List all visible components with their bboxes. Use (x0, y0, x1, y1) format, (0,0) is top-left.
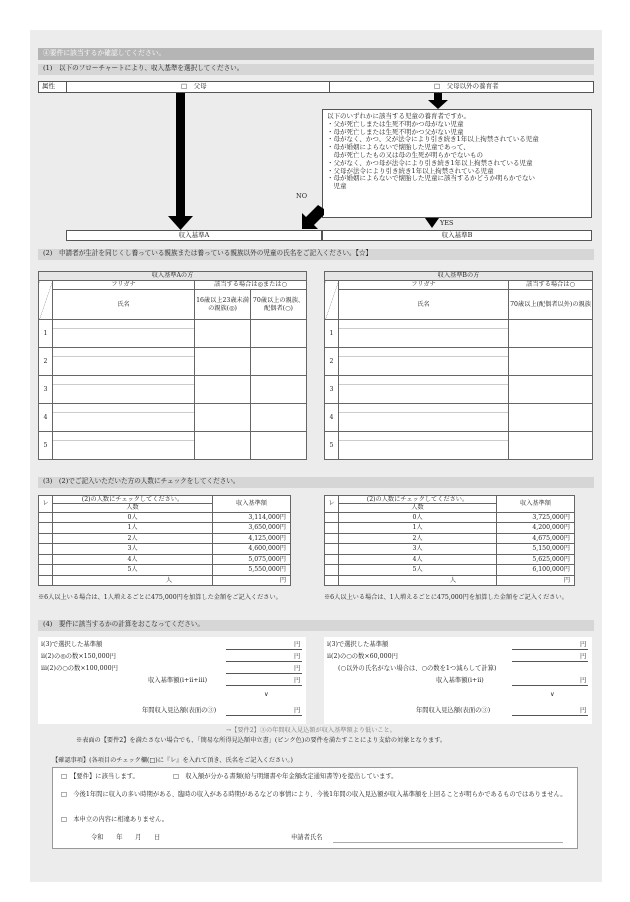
applicant-name-input[interactable] (333, 842, 563, 843)
check-header: レ (325, 496, 339, 513)
conditions-line: 児童 (327, 182, 347, 191)
name-field[interactable] (53, 432, 195, 460)
check-cell[interactable] (251, 376, 307, 404)
amount-cell: 5,625,000円 (497, 554, 575, 565)
calc-input[interactable] (226, 649, 302, 650)
yen-unit: 円 (294, 665, 301, 672)
option-other-guardian-checkbox[interactable]: □ 父母以外の養育者 (434, 82, 499, 90)
check-cell[interactable] (195, 348, 251, 376)
check-cell[interactable] (509, 432, 593, 460)
check-cell[interactable] (325, 554, 339, 565)
section-title: ④要件に該当するか確認してください。 (38, 48, 594, 60)
count-header: (2)の人数にチェックしてください。 (339, 496, 497, 504)
yen-unit: 円 (294, 707, 301, 714)
count-a-note: ※6人以上いる場合は、1人増えるごとに475,000円を加算した金額をご記入ください。 (38, 594, 282, 601)
amount-cell: 3,725,000円 (497, 512, 575, 523)
confirm-title: 【確認事項】(各項目のチェック欄(□)に『レ』を入れて頂き、氏名をご記入ください。) (52, 757, 293, 764)
check-cell[interactable] (39, 544, 53, 555)
arrow-down-yes-icon (425, 218, 439, 228)
row-number: 1 (39, 320, 53, 348)
annual-label: 年間収入見込額(表面の③) (142, 707, 217, 714)
check-cell[interactable] (325, 544, 339, 555)
row-number: 5 (39, 432, 53, 460)
amount-cell: 5,550,000円 (213, 565, 291, 576)
calc-line-label: i(3)で選択した基準額 (41, 641, 103, 648)
check-cell[interactable] (195, 432, 251, 460)
amount-input[interactable]: 円 (497, 575, 575, 586)
col-16-23-header: 16歳以上23歳未満の親族(◎) (195, 290, 251, 320)
name-field[interactable] (53, 348, 195, 376)
people-cell: 0人 (339, 512, 497, 523)
amount-cell: 4,600,000円 (213, 544, 291, 555)
row-number: 4 (325, 404, 339, 432)
result-b: 収入基準B (322, 230, 592, 241)
people-header: 人数 (53, 504, 213, 512)
amount-cell: 4,675,000円 (497, 533, 575, 544)
amount-cell: 4,125,000円 (213, 533, 291, 544)
check-cell[interactable] (509, 348, 593, 376)
conditions-line: 母が死亡したもの又は母の生死が明らかでないもの (327, 150, 483, 159)
arrow-head-icon (168, 216, 193, 230)
question-4: (4) 要件に該当するかの計算をおこなってください。 (38, 620, 594, 631)
row-number: 3 (39, 376, 53, 404)
calc-panel-a (38, 637, 306, 724)
name-field[interactable] (339, 432, 509, 460)
row-number: 4 (39, 404, 53, 432)
amount-cell: 5,150,000円 (497, 544, 575, 555)
count-table-b (324, 495, 575, 586)
name-header: 氏名 (339, 290, 509, 320)
yen-unit: 円 (294, 653, 301, 660)
check-cell[interactable] (509, 376, 593, 404)
people-cell: 2人 (53, 533, 213, 544)
name-field[interactable] (53, 376, 195, 404)
check-cell[interactable] (39, 512, 53, 523)
people-input[interactable]: 人 (339, 575, 497, 586)
name-field[interactable] (339, 376, 509, 404)
annual-input[interactable] (512, 715, 588, 716)
check-cell[interactable] (251, 348, 307, 376)
conditions-line: ・父がなく、かつ母が法令により引き続き1年以上拘禁されている児童 (327, 158, 533, 167)
check-cell[interactable] (251, 432, 307, 460)
amount-cell: 4,200,000円 (497, 523, 575, 534)
col-70-header: 70歳以上の親族、配偶者(○) (251, 290, 307, 320)
row-number: 1 (325, 320, 339, 348)
total-input[interactable] (226, 685, 302, 686)
count-table-a (38, 495, 291, 586)
conditions-line: ・母がなく、かつ、父が法令により引き続き1年以上拘禁されている児童 (327, 135, 539, 144)
row-number: 2 (325, 348, 339, 376)
people-cell: 5人 (53, 565, 213, 576)
applicant-name-label: 申請者氏名 (291, 834, 323, 841)
greater-equal-icon: ∨ (550, 691, 555, 698)
people-cell: 1人 (53, 523, 213, 534)
amount-header: 収入基準額 (497, 496, 575, 513)
check-cell[interactable] (39, 523, 53, 534)
question-2: (2) 申請者が生計を同じくし養っている親族または養っている親族以外の児童の氏名をご記入ください。【☆】 (38, 249, 594, 260)
people-header: 人数 (339, 504, 497, 512)
conditions-line: ・母が婚姻によらないで懐胎した児童であって、 (327, 143, 470, 152)
people-cell: 2人 (339, 533, 497, 544)
row-number: 5 (325, 432, 339, 460)
check-cell[interactable] (195, 404, 251, 432)
check-cell[interactable] (325, 512, 339, 523)
count-b-note: ※6人以上いる場合は、1人増えるごとに475,000円を加算した金額をご記入ください。 (324, 594, 568, 601)
no-label: NO (296, 192, 308, 200)
conditions-line: ・母が婚姻によらないで懐胎した児童に該当するかどうか明らかでない (327, 174, 535, 183)
total-label: 収入基準額(i+ii+iii) (148, 677, 208, 684)
date-field[interactable]: 令和 年 月 日 (91, 834, 161, 841)
name-field[interactable] (339, 404, 509, 432)
yen-unit: 円 (580, 677, 587, 684)
confirm-box (52, 767, 578, 849)
amount-cell: 5,075,000円 (213, 554, 291, 565)
result-a: 収入基準A (66, 230, 322, 241)
calc-input[interactable] (226, 673, 302, 674)
calc-note: (○以外の氏名がない場合は、○の数を1つ減らして計算) (338, 665, 497, 672)
attribute-row (38, 81, 594, 93)
conditions-line: ・父母が法令により引き続き1年以上拘禁されている児童 (327, 166, 494, 175)
check-cell[interactable] (251, 320, 307, 348)
table-b-title: 収入基準Bの方 (325, 272, 593, 281)
furigana-header: フリガナ (53, 281, 195, 290)
check-cell[interactable] (509, 404, 593, 432)
truth-checkbox[interactable]: □ 本申立の内容に相違ありません。 (61, 816, 169, 823)
row-number: 2 (39, 348, 53, 376)
conditions-line: ・父が死亡しまたは生死不明かつ母がない児童 (327, 119, 464, 128)
check-cell[interactable] (195, 376, 251, 404)
name-field[interactable] (339, 348, 509, 376)
check-cell[interactable] (325, 523, 339, 534)
calc-line-label: ii(2)の◎の数×150,000円 (41, 653, 116, 660)
check-cell[interactable] (325, 575, 339, 586)
calc-input[interactable] (512, 649, 588, 650)
annual-input[interactable] (226, 715, 302, 716)
yen-unit: 円 (580, 707, 587, 714)
people-cell: 0人 (53, 512, 213, 523)
check-cell[interactable] (251, 404, 307, 432)
people-input[interactable]: 人 (53, 575, 213, 586)
amount-input[interactable]: 円 (213, 575, 291, 586)
amount-header: 収入基準額 (213, 496, 291, 513)
total-label: 収入基準額(i+ii) (436, 677, 484, 684)
yen-unit: 円 (580, 653, 587, 660)
form-page (30, 30, 602, 882)
calc-panel-b (324, 637, 592, 724)
col-70-header: 70歳以上(配偶者以外)の親族 (509, 290, 593, 320)
applicable-header: 該当する場合は○ (509, 281, 593, 290)
question-1: (1) 以下のフローチャートにより、収入基準を選択してください。 (38, 64, 594, 75)
check-cell[interactable] (325, 565, 339, 576)
check-cell[interactable] (39, 533, 53, 544)
name-field[interactable] (53, 320, 195, 348)
amount-cell: 6,100,000円 (497, 565, 575, 576)
names-table-a (38, 271, 307, 460)
check-cell[interactable] (39, 554, 53, 565)
table-a-title: 収入基準Aの方 (39, 272, 307, 281)
name-field[interactable] (339, 320, 509, 348)
calc-line-label: iii(2)の○の数×100,000円 (41, 665, 118, 672)
check-cell[interactable] (39, 575, 53, 586)
people-cell: 1人 (339, 523, 497, 534)
yen-unit: 円 (294, 677, 301, 684)
names-table-b (324, 271, 593, 460)
calc-line-label: ii(2)の○の数×60,000円 (327, 653, 398, 660)
yes-label: YES (440, 219, 454, 227)
annual-label: 年間収入見込額(表面の③) (416, 707, 491, 714)
requirement-checkbox[interactable]: □ 【要件】に該当します。 (61, 773, 139, 780)
check-cell[interactable] (195, 320, 251, 348)
people-cell: 4人 (53, 554, 213, 565)
people-cell: 3人 (53, 544, 213, 555)
check-header: レ (39, 496, 53, 513)
requirement-note: →【要件2】③の年間収入見込額が収入基準額より低いこと。 (226, 727, 396, 734)
check-cell[interactable] (325, 533, 339, 544)
supplement-note: ※表面の【要件2】を満たさない場合でも、「簡易な所得見込額申立書」(ピンク色)の要件を満たすことにより支給の対象となります。 (76, 737, 447, 744)
name-header: 氏名 (53, 290, 195, 320)
check-cell[interactable] (39, 565, 53, 576)
row-number: 3 (325, 376, 339, 404)
count-header: (2)の人数にチェックしてください。 (53, 496, 213, 504)
question-3: (3) (2)でご記入いただいた方の人数にチェックをしてください。 (38, 477, 594, 488)
arrow-down-icon (176, 93, 185, 217)
greater-equal-icon: ∨ (264, 691, 269, 698)
calc-line-label: i(3)で選択した基準額 (327, 641, 389, 648)
people-cell: 3人 (339, 544, 497, 555)
people-cell: 4人 (339, 554, 497, 565)
conditions-line: 以下のいずれかに該当する児童の養育者ですか。 (327, 112, 470, 120)
calc-input[interactable] (512, 661, 588, 662)
furigana-header: フリガナ (339, 281, 509, 290)
arrow-down-small-icon (428, 93, 448, 109)
yen-unit: 円 (294, 641, 301, 648)
document-checkbox[interactable]: □ 収入額が分かる書類(給与明細書や年金額改定通知書等)を提出しています。 (173, 773, 398, 780)
check-cell[interactable] (509, 320, 593, 348)
amount-cell: 3,114,000円 (213, 512, 291, 523)
name-field[interactable] (53, 404, 195, 432)
amount-cell: 3,650,000円 (213, 523, 291, 534)
income-checkbox[interactable]: □ 今後1年間に収入の多い時期がある、臨時の収入がある時期があるなどの事情により、今後1年間の収入見込額が収入基準額を上回ることが明らかであるものではありません。 (61, 791, 567, 798)
arrow-diagonal-icon (302, 205, 324, 229)
attribute-label: 属性 (42, 82, 55, 90)
yen-unit: 円 (580, 641, 587, 648)
option-parents-checkbox[interactable]: □ 父母 (181, 82, 207, 90)
total-input[interactable] (512, 685, 588, 686)
conditions-line: ・母が死亡しまたは生死不明かつ父がない児童 (327, 127, 464, 136)
applicable-header: 該当する場合は◎または○ (195, 281, 307, 290)
people-cell: 5人 (339, 565, 497, 576)
calc-input[interactable] (226, 661, 302, 662)
conditions-box (322, 109, 592, 218)
